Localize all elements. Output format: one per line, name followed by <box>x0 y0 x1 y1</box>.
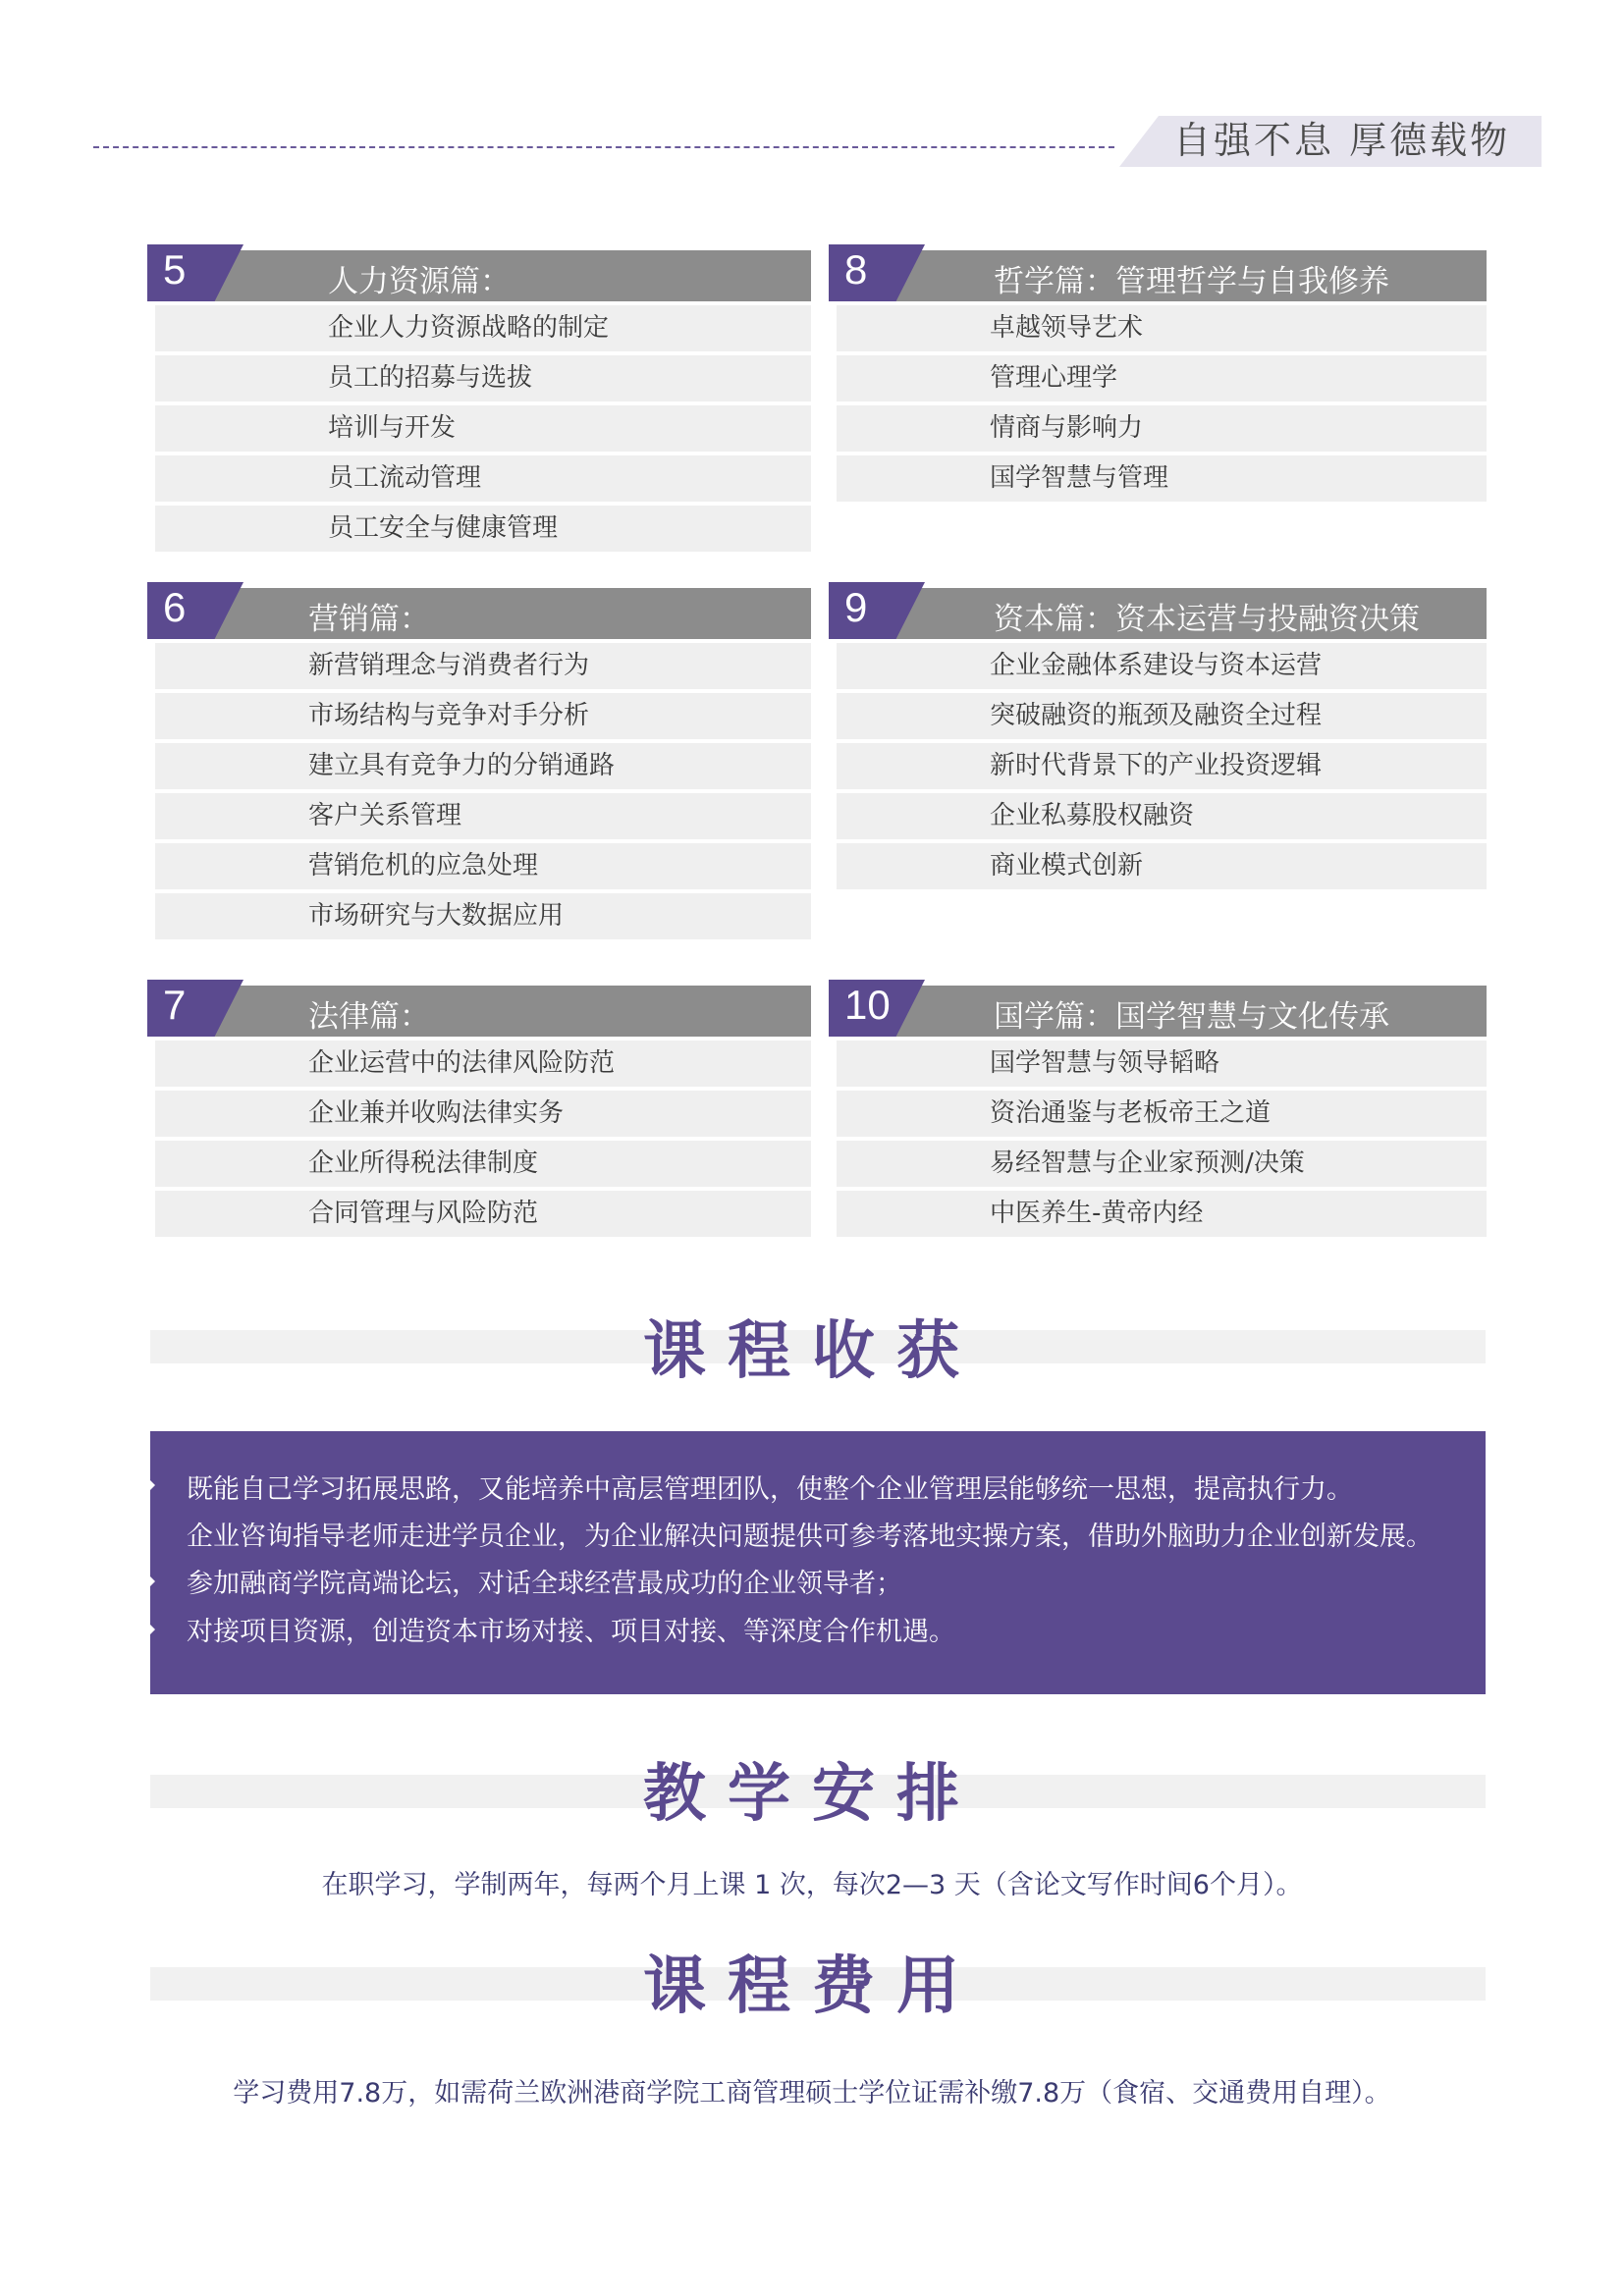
chevron-right-icon <box>126 1468 161 1503</box>
module-item: 员工的招募与选拔 <box>155 355 811 401</box>
module-item: 中医养生-黄帝内经 <box>837 1191 1487 1237</box>
module-title: 哲学篇：管理哲学与自我修养 <box>994 264 1389 299</box>
module-5 <box>155 246 811 552</box>
chevron-right-icon <box>126 1564 161 1599</box>
module-number: 6 <box>163 584 187 630</box>
module-item: 国学智慧与管理 <box>837 455 1487 502</box>
module-item: 突破融资的瓶颈及融资全过程 <box>837 693 1487 739</box>
module-item: 新时代背景下的产业投资逻辑 <box>837 743 1487 789</box>
module-number: 10 <box>844 982 891 1028</box>
benefit-item: 既能自己学习拓展思路，又能培养中高层管理团队，使整个企业管理层能够统一思想，提高执行力。 <box>187 1474 1353 1505</box>
module-number: 8 <box>844 246 868 293</box>
module-item: 企业人力资源战略的制定 <box>155 305 811 351</box>
module-7 <box>155 982 811 1237</box>
module-item: 员工流动管理 <box>155 455 811 502</box>
schedule-title: 教学安排 <box>643 1757 981 1831</box>
module-item: 企业兼并收购法律实务 <box>155 1091 811 1137</box>
module-title: 资本篇：资本运营与投融资决策 <box>994 602 1420 637</box>
chevron-right-icon <box>126 1612 161 1647</box>
module-number: 7 <box>163 982 187 1028</box>
module-title: 法律篇： <box>308 999 430 1035</box>
fees-title: 课程费用 <box>643 1949 981 2023</box>
benefit-item: 参加融商学院高端论坛，对话全球经营最成功的企业领导者； <box>187 1569 902 1599</box>
module-item: 合同管理与风险防范 <box>155 1191 811 1237</box>
module-item: 商业模式创新 <box>837 843 1487 889</box>
module-title: 国学篇：国学智慧与文化传承 <box>994 999 1389 1035</box>
module-item: 情商与影响力 <box>837 405 1487 452</box>
module-item: 市场研究与大数据应用 <box>155 893 811 939</box>
module-header <box>837 982 1487 1037</box>
module-item: 企业金融体系建设与资本运营 <box>837 643 1487 689</box>
header-rule <box>93 146 1114 148</box>
module-6 <box>155 584 811 939</box>
schedule-text: 在职学习，学制两年，每两个月上课 1 次，每次2—3 天（含论文写作时间6个月）。 <box>321 1870 1303 1900</box>
module-item: 客户关系管理 <box>155 793 811 839</box>
module-item: 建立具有竞争力的分销通路 <box>155 743 811 789</box>
module-9 <box>837 584 1487 889</box>
module-header <box>837 246 1487 301</box>
module-item: 管理心理学 <box>837 355 1487 401</box>
benefits-title: 课程收获 <box>643 1314 981 1388</box>
module-item: 培训与开发 <box>155 405 811 452</box>
fees-text: 学习费用7.8万，如需荷兰欧洲港商学院工商管理硕士学位证需补缴7.8万（食宿、交通费用自理）。 <box>233 2078 1391 2109</box>
module-item: 新营销理念与消费者行为 <box>155 643 811 689</box>
module-title: 人力资源篇： <box>328 264 511 299</box>
module-item: 企业所得税法律制度 <box>155 1141 811 1187</box>
benefit-item: 企业咨询指导老师走进学员企业，为企业解决问题提供可参考落地实操方案，借助外脑助力企业创新发展。 <box>187 1522 1433 1552</box>
module-header <box>155 982 811 1037</box>
module-item: 易经智慧与企业家预测/决策 <box>837 1141 1487 1187</box>
module-title: 营销篇： <box>308 602 430 637</box>
module-8 <box>837 246 1487 502</box>
module-item: 员工安全与健康管理 <box>155 506 811 552</box>
module-header <box>155 246 811 301</box>
module-header <box>155 584 811 639</box>
module-item: 市场结构与竞争对手分析 <box>155 693 811 739</box>
module-number: 5 <box>163 246 187 293</box>
module-item: 国学智慧与领导韬略 <box>837 1041 1487 1087</box>
benefit-item: 对接项目资源，创造资本市场对接、项目对接、等深度合作机遇。 <box>187 1617 955 1647</box>
module-10 <box>837 982 1487 1237</box>
module-item: 企业运营中的法律风险防范 <box>155 1041 811 1087</box>
module-header <box>837 584 1487 639</box>
module-number: 9 <box>844 584 868 630</box>
module-item: 资治通鉴与老板帝王之道 <box>837 1091 1487 1137</box>
module-item: 卓越领导艺术 <box>837 305 1487 351</box>
header-motto: 自强不息 厚德载物 <box>1173 119 1511 162</box>
module-item: 营销危机的应急处理 <box>155 843 811 889</box>
module-item: 企业私募股权融资 <box>837 793 1487 839</box>
